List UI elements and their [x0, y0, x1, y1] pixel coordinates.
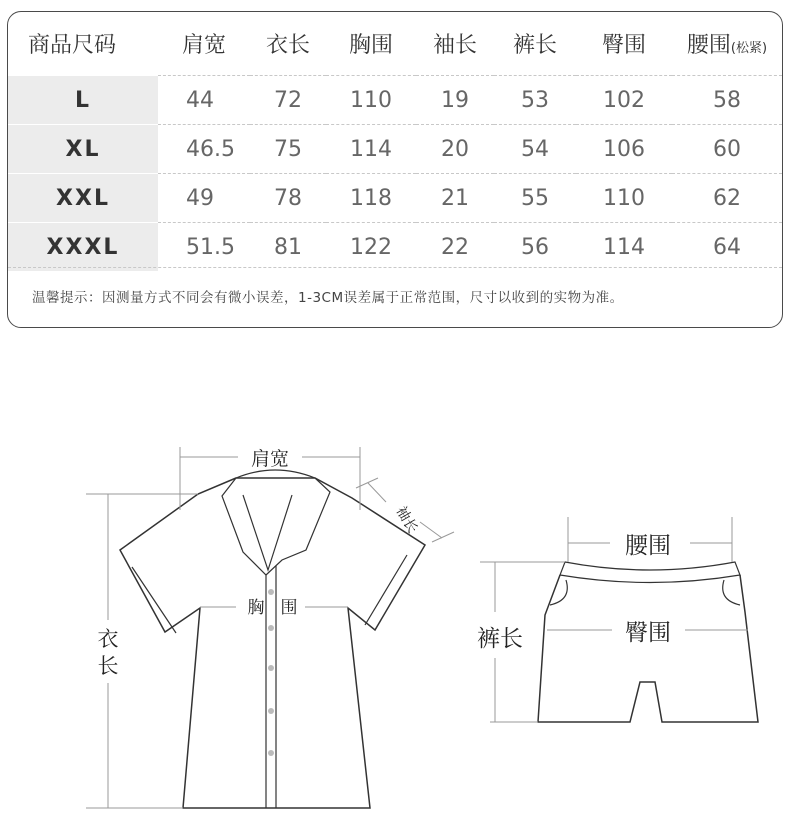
measurement-cell: 78 — [250, 174, 326, 223]
header-size: 商品尺码 — [28, 33, 117, 58]
label-hip: 臀围 — [625, 620, 671, 646]
measurement-cell: 60 — [672, 125, 782, 174]
size-cell: XXXL — [8, 223, 158, 272]
measurement-cell: 51.5 — [158, 223, 250, 272]
header-sleeve: 袖长 — [432, 33, 477, 58]
measurement-cell: 64 — [672, 223, 782, 272]
measurement-cell: 81 — [250, 223, 326, 272]
measurement-cell: 122 — [326, 223, 416, 272]
label-length-2: 长 — [97, 654, 119, 678]
measurement-cell: 49 — [158, 174, 250, 223]
measurement-cell: 19 — [416, 76, 494, 125]
measurement-cell: 58 — [672, 76, 782, 125]
shirt-diagram — [86, 447, 454, 808]
size-cell: XL — [8, 125, 158, 174]
measurement-cell: 21 — [416, 174, 494, 223]
label-sleeve: 袖长 — [392, 503, 421, 537]
measurement-cell: 55 — [494, 174, 576, 223]
size-cell: XXL — [8, 174, 158, 223]
measurement-cell: 102 — [576, 76, 672, 125]
measurement-cell: 106 — [576, 125, 672, 174]
measurement-cell: 54 — [494, 125, 576, 174]
measurement-cell: 56 — [494, 223, 576, 272]
measurement-cell: 75 — [250, 125, 326, 174]
header-pants-length: 裤长 — [512, 33, 557, 58]
label-pants-length: 裤长 — [477, 626, 523, 652]
measurement-cell: 114 — [576, 223, 672, 272]
header-chest: 胸围 — [348, 33, 393, 58]
label-length-1: 衣 — [97, 627, 119, 651]
shorts-diagram — [480, 517, 758, 722]
measurement-note: 温馨提示：因测量方式不同会有微小误差，1-3CM误差属于正常范围，尺寸以收到的实物为准。 — [8, 267, 782, 327]
measurement-cell: 22 — [416, 223, 494, 272]
label-waist: 腰围 — [625, 533, 671, 559]
header-shoulder: 肩宽 — [181, 33, 226, 58]
measurement-cell: 20 — [416, 125, 494, 174]
measurement-cell: 53 — [494, 76, 576, 125]
measurement-cell: 46.5 — [158, 125, 250, 174]
measurement-cell: 110 — [576, 174, 672, 223]
label-chest-1: 胸 — [247, 598, 265, 618]
measurement-cell: 62 — [672, 174, 782, 223]
header-length: 衣长 — [265, 33, 310, 58]
header-waist: 腰围(松紧) — [686, 33, 768, 58]
header-hip: 臀围 — [601, 33, 646, 58]
measurement-cell: 110 — [326, 76, 416, 125]
label-chest-2: 围 — [280, 598, 298, 618]
measurement-cell: 72 — [250, 76, 326, 125]
measurement-cell: 118 — [326, 174, 416, 223]
size-cell: L — [8, 76, 158, 125]
label-shoulder: 肩宽 — [250, 448, 290, 470]
measurement-cell: 114 — [326, 125, 416, 174]
measurement-cell: 44 — [158, 76, 250, 125]
waist-note: (松紧) — [730, 41, 768, 56]
